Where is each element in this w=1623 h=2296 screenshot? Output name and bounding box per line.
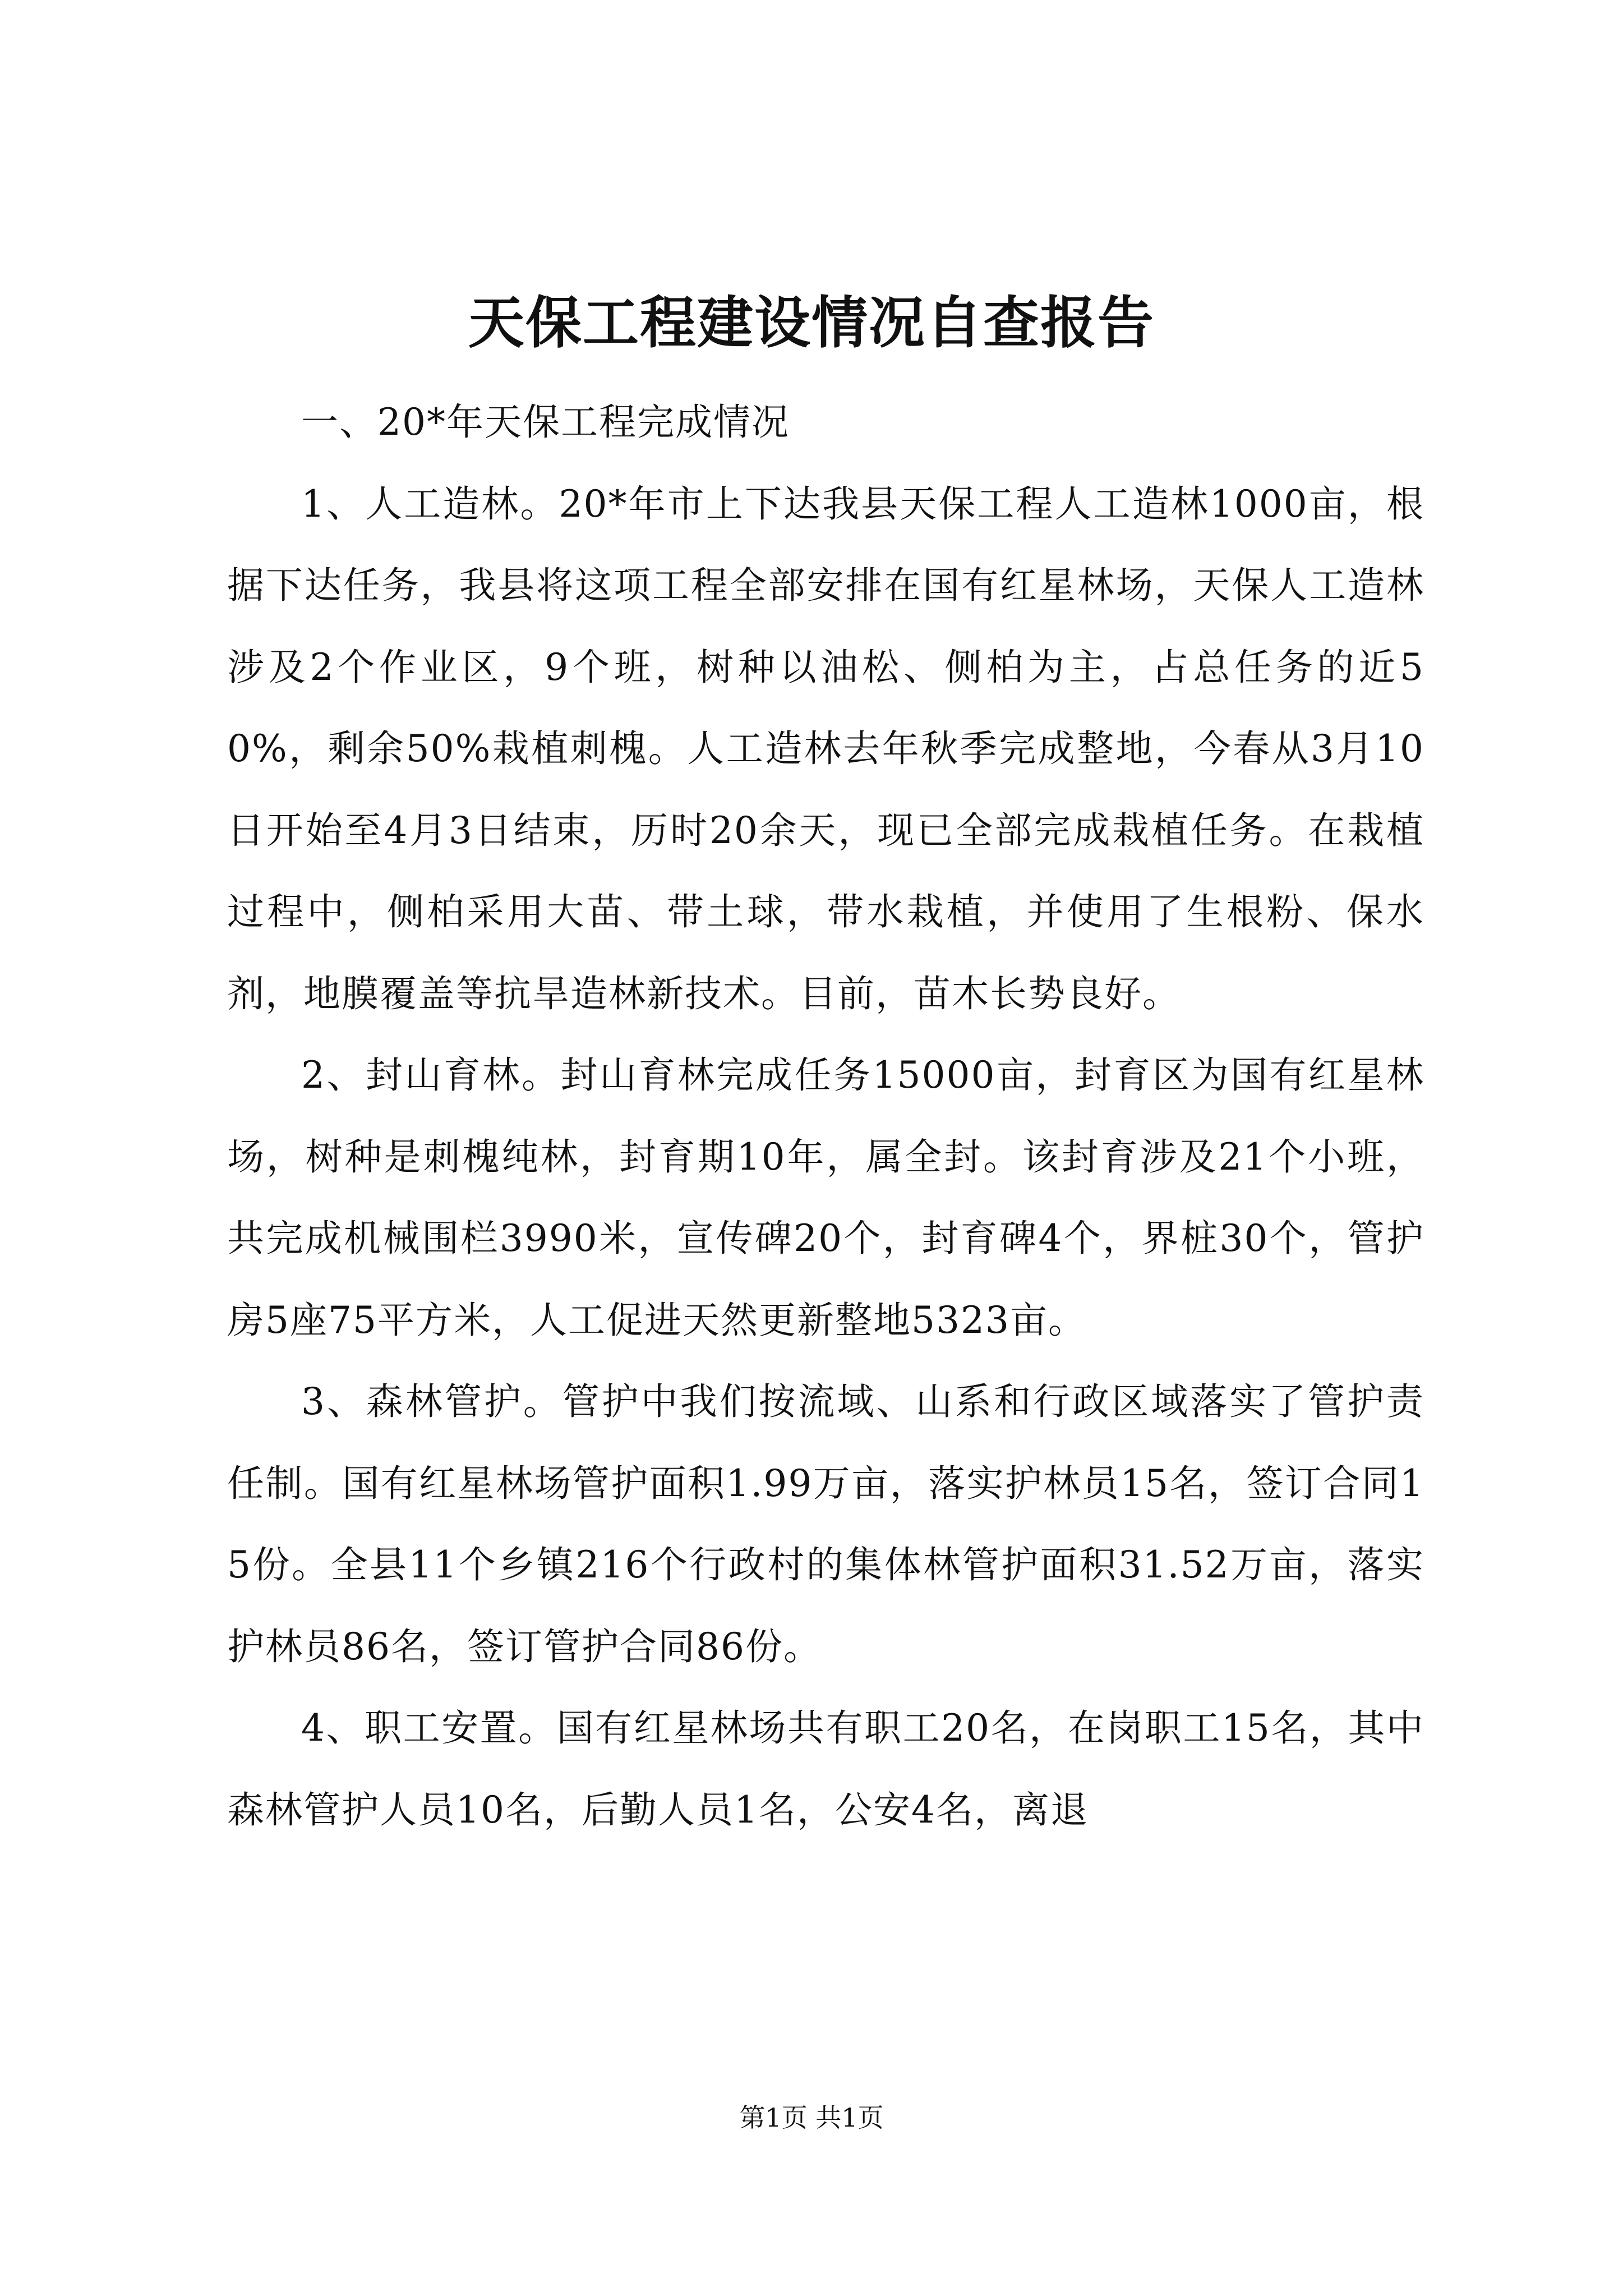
paragraph-mountain-closure: 2、封山育林。封山育林完成任务15000亩，封育区为国有红星林场，树种是刺槐纯林，封育期10年，属全封。该封育涉及21个小班，共完成机械围栏3990米，宣传碑20个，封育碑4个，界桩30个，管护房5座75平方米，人工促进天然更新整地5323亩。 xyxy=(227,1053,1424,1342)
section-heading: 一、20*年天保工程完成情况 xyxy=(301,401,790,444)
document-title: 天保工程建设情况自查报告 xyxy=(468,289,1155,356)
page-footer: 第1页 共1页 xyxy=(739,2102,884,2133)
paragraph-staff-placement: 4、职工安置。国有红星林场共有职工20名，在岗职工15名，其中森林管护人员10名，后勤人员1名，公安4名，离退 xyxy=(227,1706,1424,1832)
paragraph-forest-protection: 3、森林管护。管护中我们按流域、山系和行政区域落实了管护责任制。国有红星林场管护面积1.99万亩，落实护林员15名，签订合同15份。全县11个乡镇216个行政村的集体林管护面积31.52万亩，落实护林员86名，签订管护合同86份。 xyxy=(227,1380,1424,1668)
paragraph-afforestation: 1、人工造林。20*年市上下达我县天保工程人工造林1000亩，根据下达任务，我县将这项工程全部安排在国有红星林场，天保人工造林涉及2个作业区，9个班，树种以油松、侧柏为主，占总任务的近50%，剩余50%栽植刺槐。人工造林去年秋季完成整地，今春从3月10日开始至4月3日结束，历时20余天，现已全部完成栽植任务。在栽植过程中，侧柏采用大苗、带土球，带水栽植，并使用了生根粉、保水剂，地膜覆盖等抗旱造林新技术。目前，苗木长势良好。 xyxy=(227,482,1424,1015)
document-body xyxy=(227,381,1424,1851)
